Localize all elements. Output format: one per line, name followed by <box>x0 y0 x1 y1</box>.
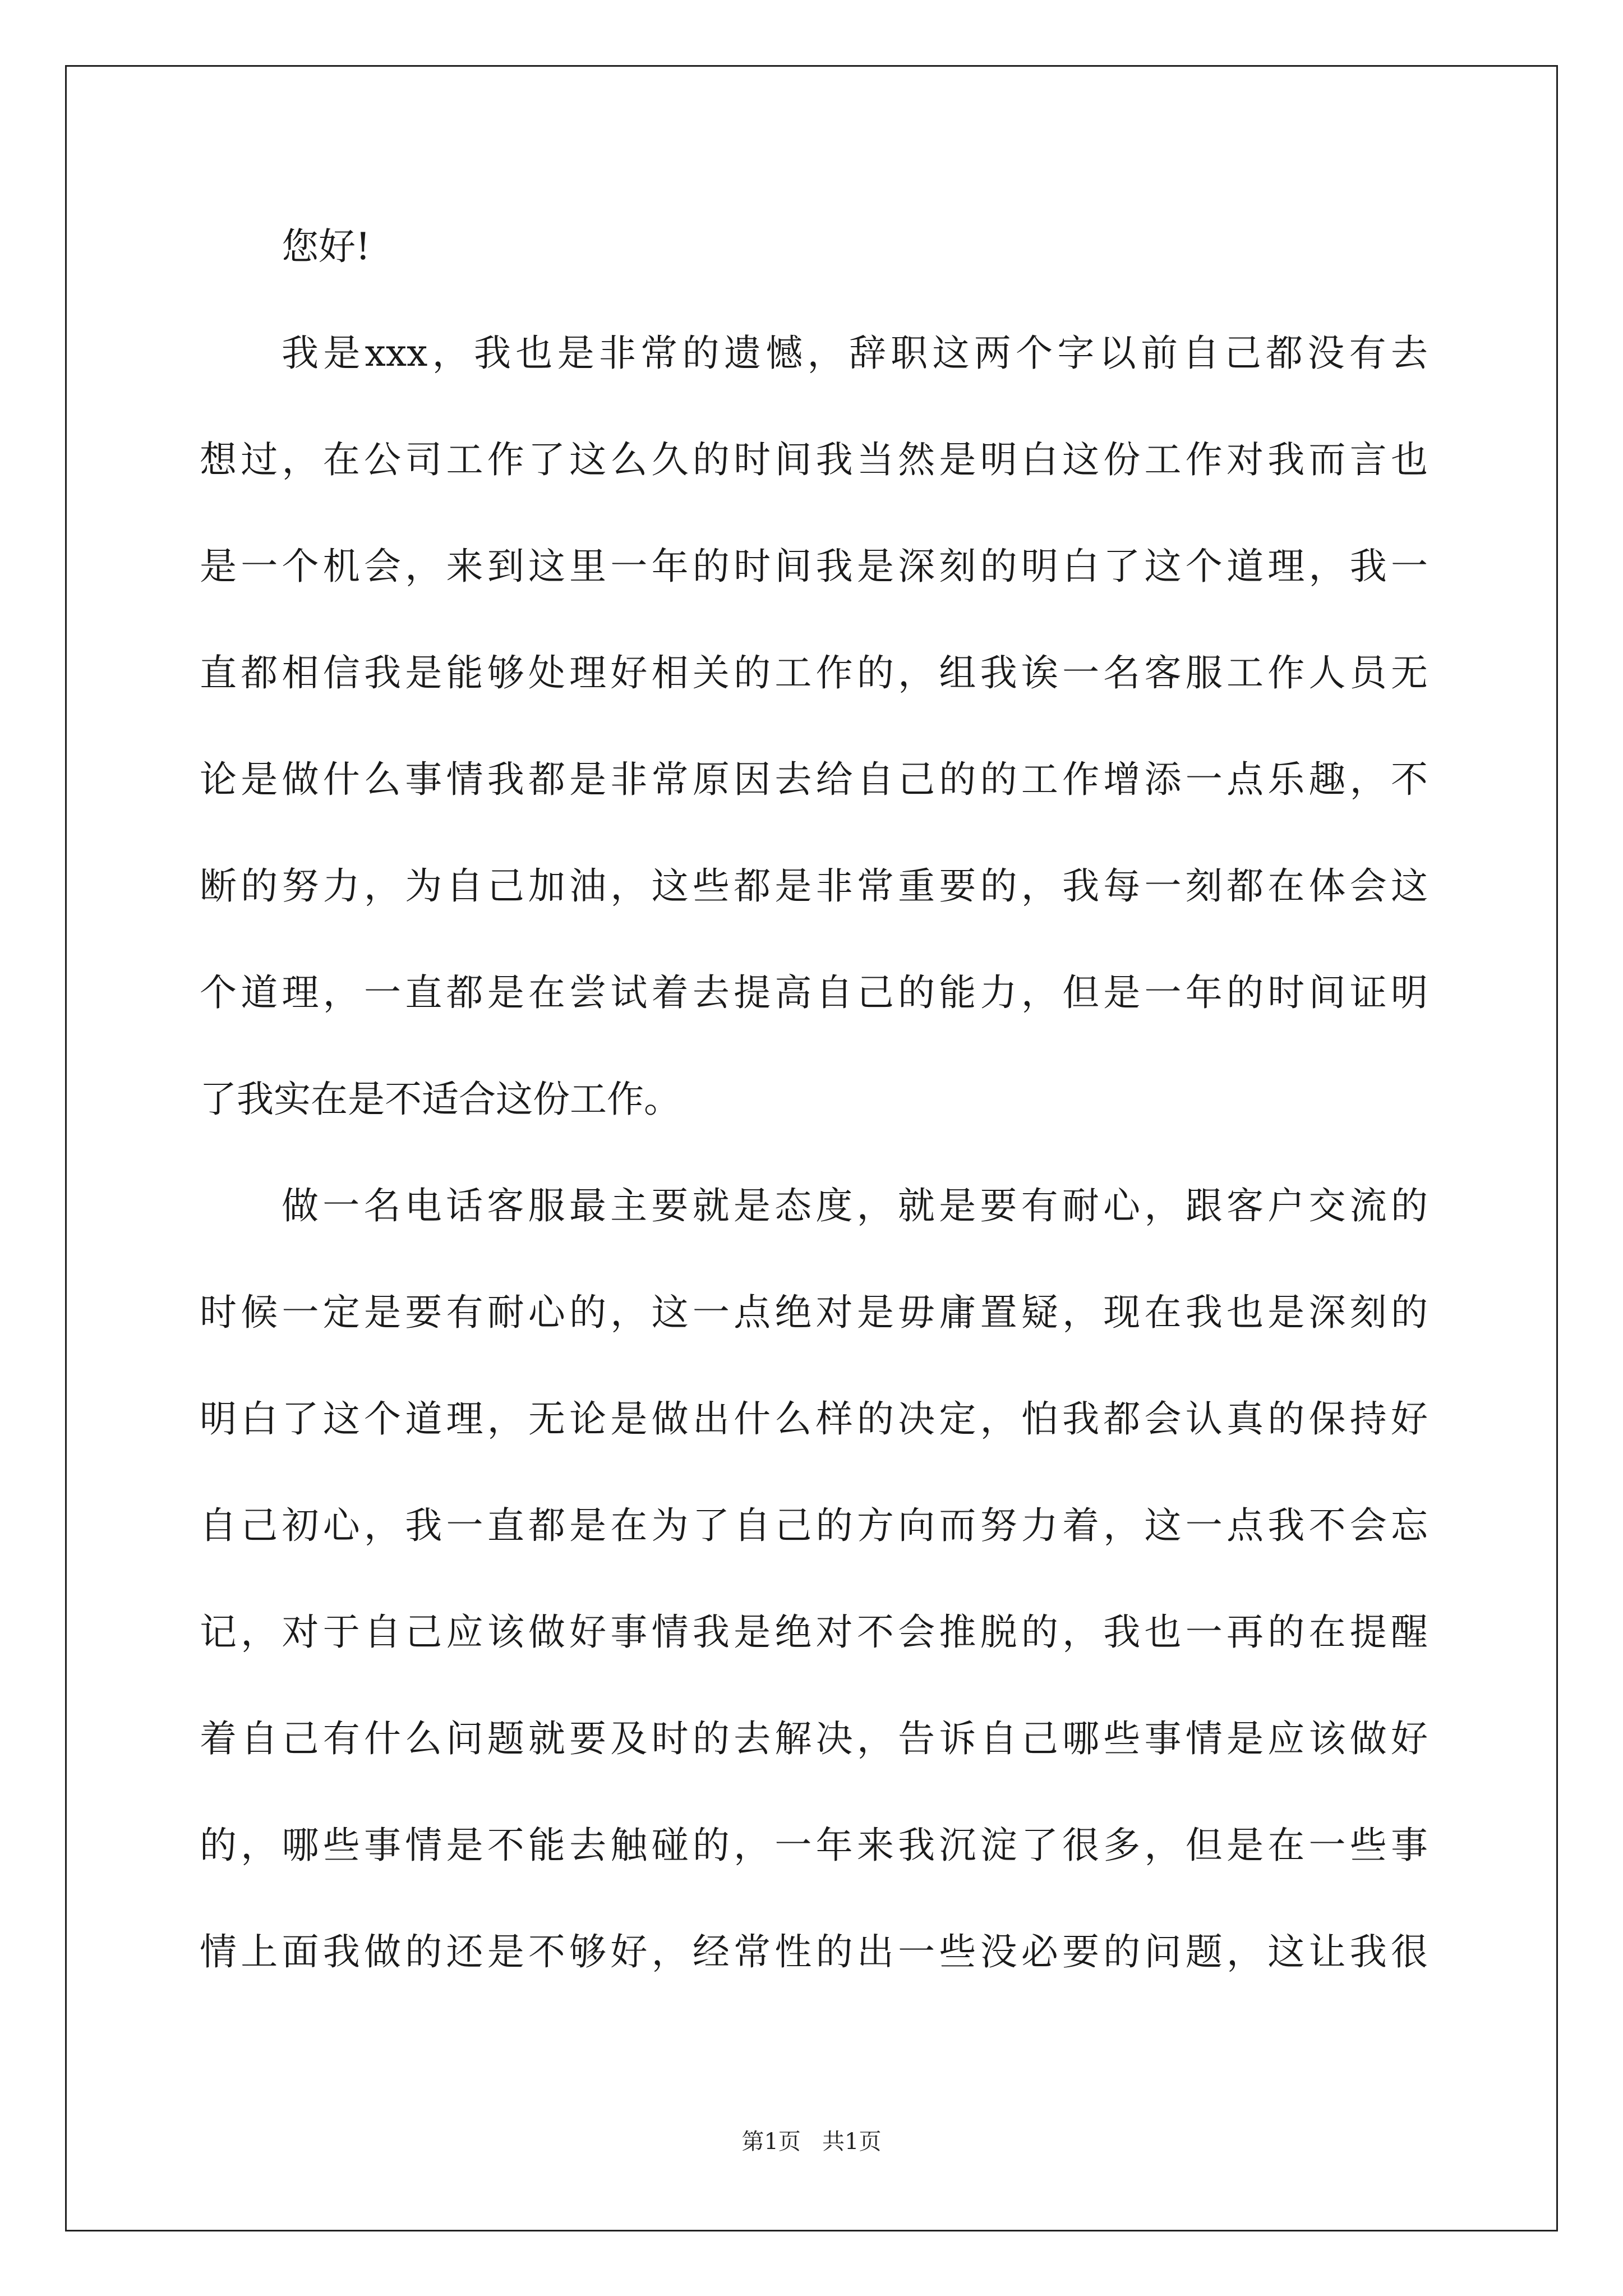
paragraph-2-line-3: 明白了这个道理，无论是做出什么样的决定，怕我都会认真的保持好 <box>200 1397 1428 1441</box>
paragraph-1-line-5: 论是做什么事情我都是非常原因去给自己的的工作增添一点乐趣，不 <box>200 758 1428 801</box>
page-border <box>65 65 1558 2231</box>
paragraph-1-line-4: 直都相信我是能够处理好相关的工作的，组我诶一名客服工作人员无 <box>200 651 1428 694</box>
page-number-footer: 第1页 共1页 <box>741 2129 882 2155</box>
paragraph-2-line-6: 着自己有什么问题就要及时的去解决，告诉自己哪些事情是应该做好 <box>200 1717 1428 1760</box>
paragraph-1-line-1: 我是xxx，我也是非常的遗憾，辞职这两个字以前自己都没有去 <box>282 332 1428 375</box>
paragraph-2-line-2: 时候一定是要有耐心的，这一点绝对是毋庸置疑，现在我也是深刻的 <box>200 1291 1428 1334</box>
paragraph-2-line-4: 自己初心，我一直都是在为了自己的方向而努力着，这一点我不会忘 <box>200 1504 1428 1547</box>
paragraph-1-line-7: 个道理，一直都是在尝试着去提高自己的能力，但是一年的时间证明 <box>200 971 1428 1014</box>
paragraph-1-line-2: 想过，在公司工作了这么久的时间我当然是明白这份工作对我而言也 <box>200 438 1428 481</box>
paragraph-1-line-3: 是一个机会，来到这里一年的时间我是深刻的明白了这个道理，我一 <box>200 545 1428 588</box>
paragraph-2-line-1: 做一名电话客服最主要就是态度，就是要有耐心，跟客户交流的 <box>282 1184 1428 1227</box>
paragraph-2-line-7: 的，哪些事情是不能去触碰的，一年来我沉淀了很多，但是在一些事 <box>200 1824 1428 1867</box>
paragraph-2-line-5: 记，对于自己应该做好事情我是绝对不会推脱的，我也一再的在提醒 <box>200 1611 1428 1654</box>
paragraph-2-line-8: 情上面我做的还是不够好，经常性的出一些没必要的问题，这让我很 <box>200 1930 1428 1973</box>
paragraph-1-line-6: 断的努力，为自己加油，这些都是非常重要的，我每一刻都在体会这 <box>200 864 1428 908</box>
paragraph-1-line-8: 了我实在是不适合这份工作。 <box>200 1078 681 1121</box>
greeting-line: 您好! <box>282 225 371 268</box>
